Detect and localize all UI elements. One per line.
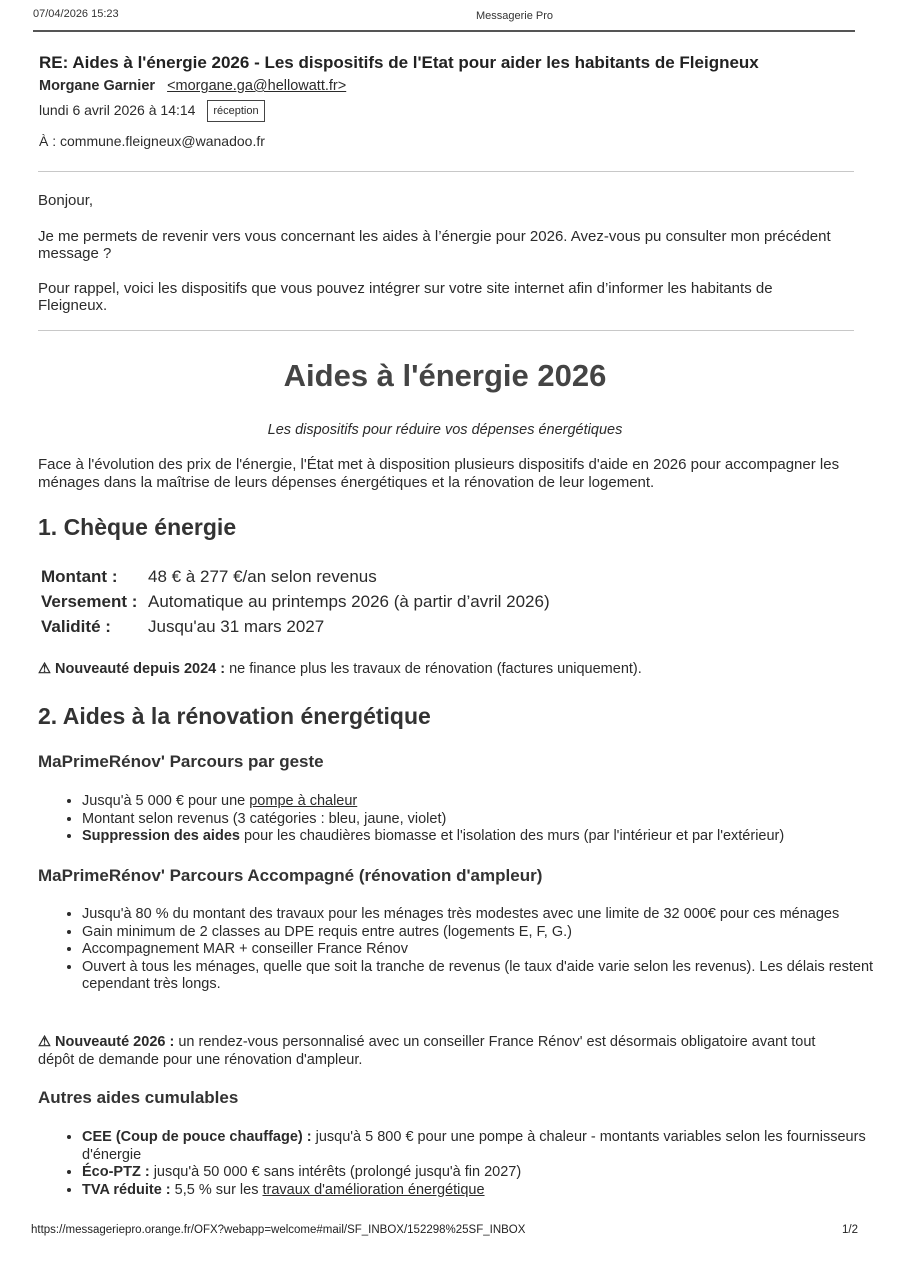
date-line: [39, 100, 859, 122]
section-1-title: 1. Chèque énergie: [38, 514, 237, 540]
detail-key: Versement :: [41, 592, 138, 611]
subsection-par-geste-title: MaPrimeRénov' Parcours par geste: [38, 752, 324, 771]
email-header: [39, 52, 859, 150]
item-bold: Suppression des aides: [82, 828, 240, 844]
accompagne-list: [38, 906, 900, 994]
message-divider-top: [38, 171, 854, 172]
detail-value: Jusqu'au 31 mars 2027: [148, 617, 325, 636]
detail-value: Automatique au printemps 2026 (à partir d’avril 2026): [148, 592, 550, 611]
greeting-text: Bonjour,: [38, 192, 94, 209]
paragraph-1-text: Je me permets de revenir vers vous concernant les aides à l’énergie pour 2026. Avez-vous pu consulter mon précédent message ?: [38, 228, 831, 262]
autres-aides-list: [38, 1129, 900, 1199]
warning-text: un rendez-vous personnalisé avec un conseiller France Rénov' est désormais obligatoire avant tout dépôt de demande pour une rénovation d'ampleur.: [38, 1034, 816, 1068]
warning-label: ⚠ Nouveauté 2026 :: [38, 1034, 175, 1050]
list-item: • Montant selon revenus (3 catégories : bleu, jaune, violet): [82, 811, 900, 829]
item-bold: TVA réduite :: [82, 1181, 171, 1198]
message-greeting: [38, 192, 838, 209]
detail-row-montant: [41, 564, 550, 589]
list-item: [82, 1164, 900, 1182]
warning-text: ne finance plus les travaux de rénovation (factures uniquement).: [225, 661, 642, 677]
item-text: pour les chaudières biomasse et l'isolation des murs (par l'intérieur et par l'extérieur): [239, 828, 785, 844]
list-item: • Jusqu'à 80 % du montant des travaux pour les ménages très modestes avec une limite de 32 000€ pour ces ménages: [82, 906, 900, 924]
page-number: 1/2: [842, 1224, 858, 1236]
message-paragraph-2: [38, 280, 838, 314]
list-item: • Gain minimum de 2 classes au DPE requis entre autres (logements E, F, G.): [82, 924, 900, 942]
warning-label: ⚠ Nouveauté depuis 2024 :: [38, 661, 226, 677]
print-datetime: 07/04/2026 15:23: [33, 8, 119, 20]
detail-key: Validité :: [41, 617, 111, 636]
cheque-details: [41, 564, 550, 639]
item-bold: CEE (Coup de pouce chauffage) :: [82, 1129, 312, 1145]
list-item: • Ouvert à tous les ménages, quelle que soit la tranche de revenus (le taux d'aide varie selon les revenus). Les délais restent cependant très longs.: [82, 959, 900, 994]
email-date: lundi 6 avril 2026 à 14:14: [39, 102, 196, 118]
list-item: [82, 793, 900, 811]
recipient-line: À : commune.fleigneux@wanadoo.fr: [39, 133, 265, 149]
header-divider: [33, 30, 855, 32]
email-subject: RE: Aides à l'énergie 2026 - Les dispositifs de l'Etat pour aider les habitants de Fleigneux: [39, 53, 759, 72]
sender-name: Morgane Garnier: [39, 78, 156, 94]
subsection-accompagne-title: MaPrimeRénov' Parcours Accompagné (rénovation d'ampleur): [38, 866, 543, 885]
heat-pump-link[interactable]: pompe à chaleur: [249, 793, 358, 809]
doc-subtitle: Les dispositifs pour réduire vos dépenses énergétiques: [267, 422, 623, 438]
paragraph-2-text: Pour rappel, voici les dispositifs que vous pouvez intégrer sur votre site internet afin d’informer les habitants de Fleigneux.: [38, 280, 773, 314]
energy-works-link[interactable]: travaux d'amélioration énergétique: [262, 1181, 485, 1198]
par-geste-list: [38, 793, 900, 846]
item-text: jusqu'à 5 800 € pour une pompe à chaleur - montants variables selon les fournisseurs d'énergie: [82, 1129, 866, 1163]
list-item: [82, 1182, 900, 1200]
item-text: Jusqu'à 5 000 € pour une: [82, 793, 250, 809]
message-divider-bottom: [38, 330, 854, 331]
print-header: [33, 8, 855, 24]
accompagne-warning-note: [38, 1033, 848, 1069]
cheque-warning-note: [38, 660, 848, 678]
subsection-autres-aides-title: Autres aides cumulables: [38, 1088, 239, 1107]
list-item: [82, 828, 900, 846]
item-bold: Éco-PTZ :: [82, 1164, 150, 1180]
list-item: • Accompagnement MAR + conseiller France Rénov: [82, 941, 900, 959]
detail-row-validite: [41, 614, 550, 639]
sender-line: [39, 77, 859, 95]
sender-email-link[interactable]: <morgane.ga@hellowatt.fr>: [167, 78, 347, 94]
detail-row-versement: [41, 589, 550, 614]
item-text: 5,5 % sur les: [170, 1181, 263, 1198]
detail-value: 48 € à 277 €/an selon revenus: [148, 567, 377, 586]
doc-title: Aides à l'énergie 2026: [283, 358, 607, 393]
list-item: [82, 1129, 900, 1164]
detail-key: Montant :: [41, 567, 118, 586]
message-paragraph-1: [38, 228, 838, 262]
folder-badge: réception: [207, 100, 264, 122]
footer-url: https://messageriepro.orange.fr/OFX?webapp=welcome#mail/SF_INBOX/152298%25SF_INBOX: [31, 1224, 526, 1236]
print-app-title: Messagerie Pro: [476, 10, 554, 22]
item-text: jusqu'à 50 000 € sans intérêts (prolongé jusqu'à fin 2027): [149, 1164, 522, 1180]
section-2-title: 2. Aides à la rénovation énergétique: [38, 703, 431, 729]
doc-intro: Face à l'évolution des prix de l'énergie, l'État met à disposition plusieurs dispositifs d'aide en 2026 pour accompagner les ménages dans la maîtrise de leurs dépenses énergétiques et la rénovation de leur logement.: [38, 456, 840, 491]
